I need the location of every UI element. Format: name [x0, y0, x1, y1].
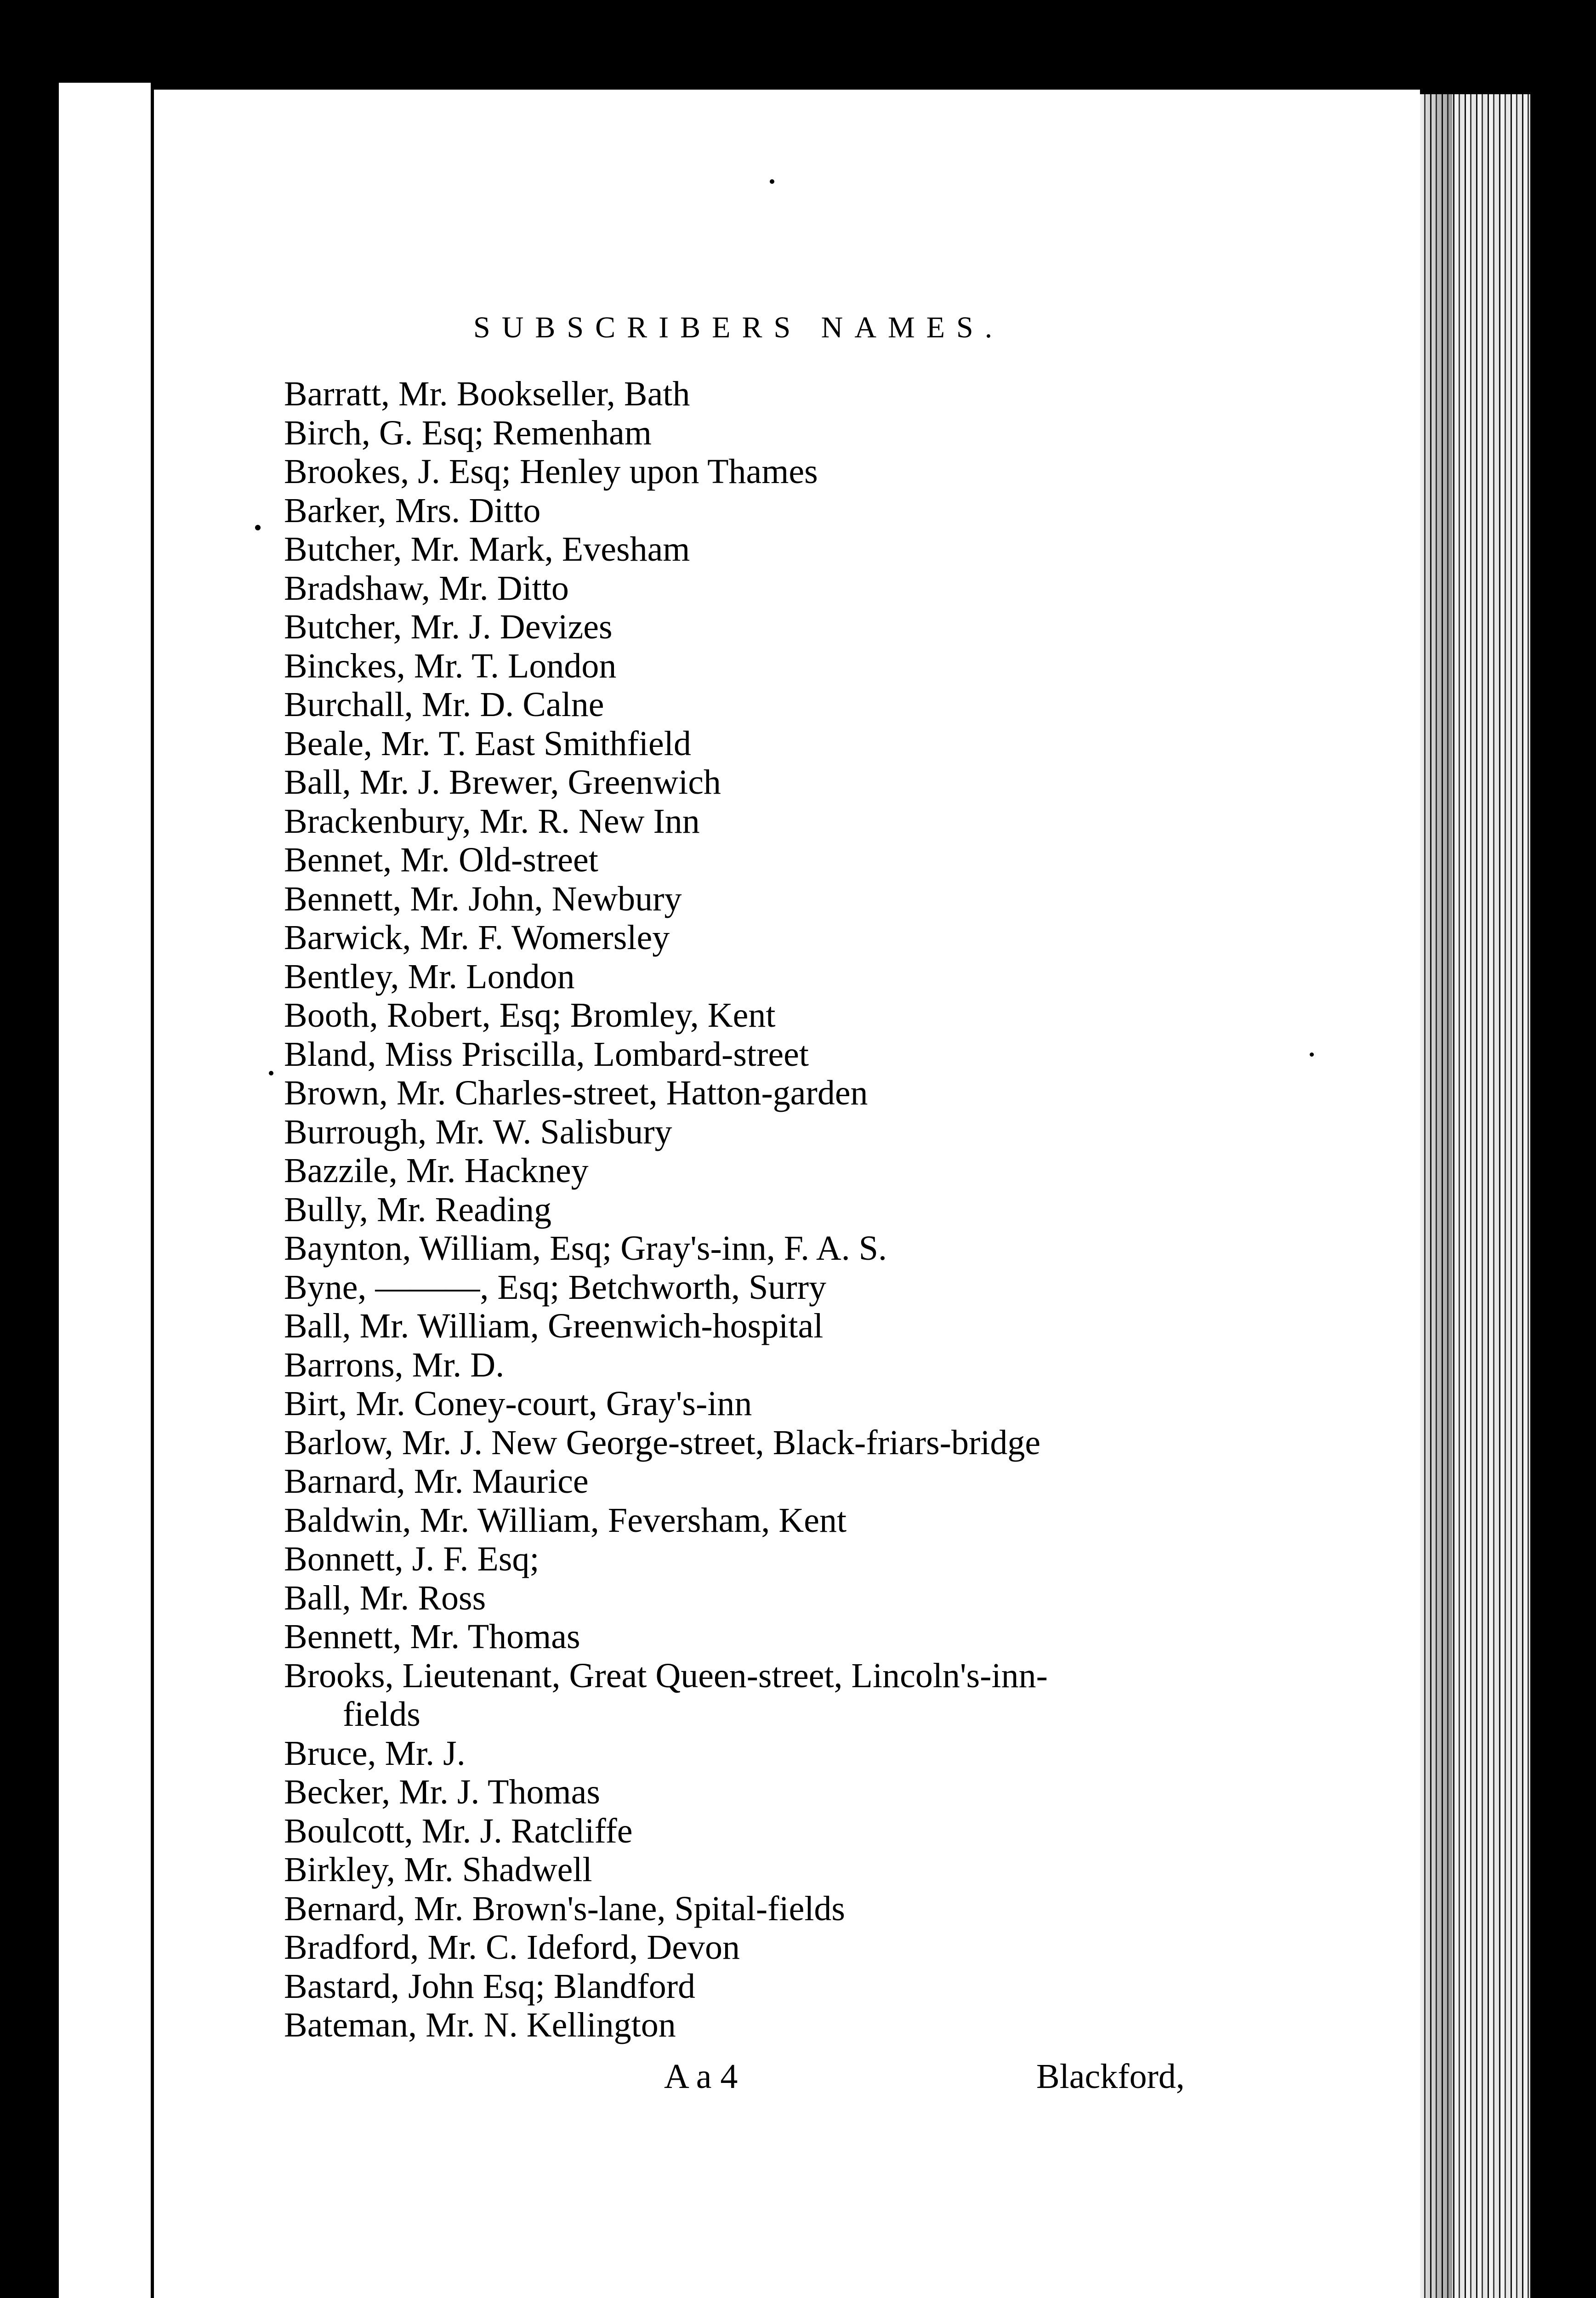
- subscriber-entry: Brown, Mr. Charles-street, Hatton-garden: [284, 1074, 868, 1112]
- subscriber-entry: Burchall, Mr. D. Calne: [284, 685, 604, 724]
- subscriber-entry: Bonnett, J. F. Esq;: [284, 1540, 540, 1578]
- subscriber-entry: Burrough, Mr. W. Salisbury: [284, 1112, 672, 1151]
- subscriber-entry: Barwick, Mr. F. Womersley: [284, 918, 670, 957]
- subscriber-entry: Bennett, Mr. Thomas: [284, 1617, 580, 1656]
- subscriber-entry: Bennet, Mr. Old-street: [284, 841, 598, 879]
- subscriber-entry: Becker, Mr. J. Thomas: [284, 1773, 600, 1811]
- subscriber-list: [284, 375, 1048, 2045]
- ink-speck: [1310, 1052, 1314, 1057]
- subscriber-entry: Bastard, John Esq; Blandford: [284, 1967, 696, 2006]
- subscriber-entry: Bernard, Mr. Brown's-lane, Spital-fields: [284, 1889, 846, 1928]
- ink-speck: [255, 525, 261, 530]
- subscriber-entry: Barnard, Mr. Maurice: [284, 1462, 589, 1501]
- subscriber-entry: Bully, Mr. Reading: [284, 1190, 551, 1229]
- subscriber-entry: Bazzile, Mr. Hackney: [284, 1151, 589, 1190]
- subscriber-entry: Booth, Robert, Esq; Bromley, Kent: [284, 996, 776, 1035]
- subscriber-entry: Barker, Mrs. Ditto: [284, 491, 541, 530]
- subscriber-entry: Bland, Miss Priscilla, Lombard-street: [284, 1035, 809, 1074]
- subscriber-entry: Ball, Mr. J. Brewer, Greenwich: [284, 763, 721, 802]
- subscriber-entry: Beale, Mr. T. East Smithfield: [284, 724, 691, 763]
- subscriber-entry: Birt, Mr. Coney-court, Gray's-inn: [284, 1384, 752, 1423]
- subscriber-entry: Barrons, Mr. D.: [284, 1345, 505, 1384]
- subscriber-entry: Brooks, Lieutenant, Great Queen-street, Lincoln's-inn-: [284, 1656, 1048, 1695]
- subscriber-entry: Bennett, Mr. John, Newbury: [284, 879, 682, 918]
- subscriber-entry: Brackenbury, Mr. R. New Inn: [284, 802, 700, 841]
- subscriber-entry: Birch, G. Esq; Remenham: [284, 413, 652, 452]
- subscriber-entry: Bentley, Mr. London: [284, 957, 575, 996]
- subscriber-entry: Barlow, Mr. J. New George-street, Black-friars-bridge: [284, 1423, 1041, 1462]
- subscriber-entry: Brookes, J. Esq; Henley upon Thames: [284, 452, 818, 491]
- subscriber-entry: Baldwin, Mr. William, Feversham, Kent: [284, 1501, 847, 1540]
- running-head: SUBSCRIBERS NAMES.: [473, 311, 1004, 344]
- gutter-shadow: [1420, 94, 1452, 2298]
- subscriber-entry: Binckes, Mr. T. London: [284, 646, 617, 685]
- subscriber-entry: Birkley, Mr. Shadwell: [284, 1850, 592, 1889]
- subscriber-entry: Bateman, Mr. N. Kellington: [284, 2006, 676, 2044]
- catchword: Blackford,: [1036, 2057, 1185, 2096]
- subscriber-entry: Bradford, Mr. C. Ideford, Devon: [284, 1928, 740, 1967]
- subscriber-entry: Butcher, Mr. J. Devizes: [284, 608, 613, 646]
- ink-speck: [269, 1071, 273, 1075]
- subscriber-entry: Barratt, Mr. Bookseller, Bath: [284, 375, 690, 413]
- subscriber-entry: Bradshaw, Mr. Ditto: [284, 569, 569, 608]
- subscriber-entry: Ball, Mr. Ross: [284, 1578, 486, 1617]
- subscriber-entry: Boulcott, Mr. J. Ratcliffe: [284, 1811, 633, 1850]
- subscriber-entry: Byne, ———, Esq; Betchworth, Surry: [284, 1268, 827, 1307]
- subscriber-entry: Baynton, William, Esq; Gray's-inn, F. A. S.: [284, 1229, 887, 1268]
- subscriber-entry: Bruce, Mr. J.: [284, 1734, 466, 1773]
- ink-speck: [770, 179, 774, 184]
- subscriber-entry: Butcher, Mr. Mark, Evesham: [284, 530, 690, 569]
- previous-leaf-edge: [59, 83, 151, 2298]
- subscriber-entry-continuation: fields: [343, 1695, 420, 1734]
- signature-mark: A a 4: [664, 2057, 738, 2096]
- subscriber-entry: Ball, Mr. William, Greenwich-hospital: [284, 1307, 824, 1345]
